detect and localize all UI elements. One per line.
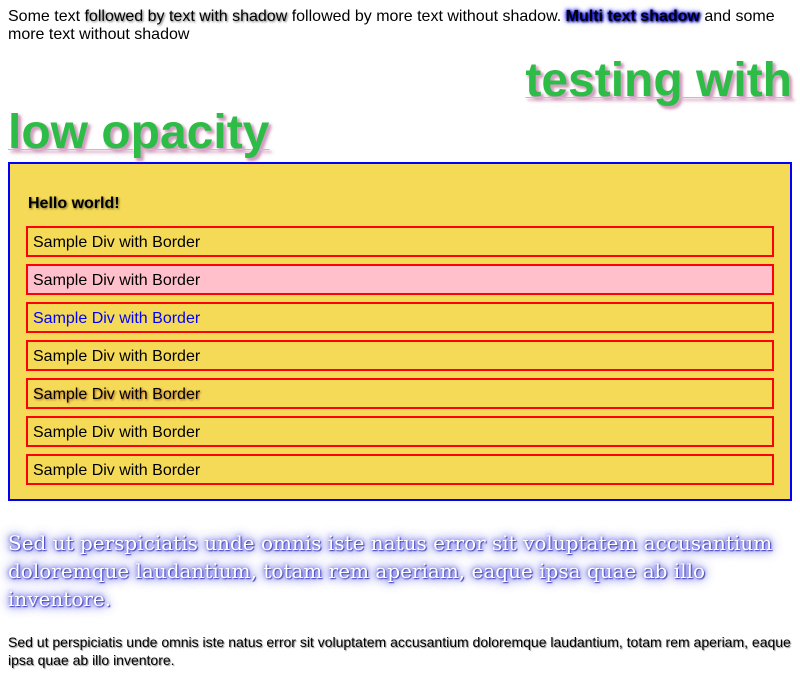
serif-glow-paragraph: Sed ut perspiciatis unde omnis iste natus error sit voluptatem accusantium doloremque laudantium, totam rem aperiam, eaque ipsa quae ab illo inventore.	[8, 531, 773, 611]
sample-div-2: Sample Div with Border	[26, 264, 774, 295]
headline-line-1	[8, 54, 792, 108]
hello-heading: Hello world!	[28, 195, 120, 212]
headline-line-2	[8, 106, 792, 160]
headline-text-2: low opacity	[8, 106, 270, 159]
sample-div-5: Sample Div with Border	[26, 378, 774, 409]
intro-part-multi-shadow: Multi text shadow	[565, 8, 700, 25]
yellow-box	[8, 162, 792, 501]
sample-div-3: Sample Div with Border	[26, 302, 774, 333]
headline-text-1: testing with	[525, 54, 792, 107]
sample-div-1: Sample Div with Border	[26, 226, 774, 257]
plain-shadow-paragraph: Sed ut perspiciatis unde omnis iste natus error sit voluptatem accusantium doloremque laudantium, totam rem aperiam, eaque ipsa quae ab illo inventore.	[8, 634, 791, 668]
sample-div-6: Sample Div with Border	[26, 416, 774, 447]
intro-part-shadow: followed by text with shadow	[84, 8, 288, 25]
intro-part-plain: Some text	[8, 8, 85, 25]
sample-div-7: Sample Div with Border	[26, 454, 774, 485]
intro-text	[8, 8, 792, 44]
sample-div-4: Sample Div with Border	[26, 340, 774, 371]
intro-part-plain-3: and some more text without shadow	[8, 8, 775, 43]
intro-part-plain-2: followed by more text without shadow.	[287, 8, 566, 25]
